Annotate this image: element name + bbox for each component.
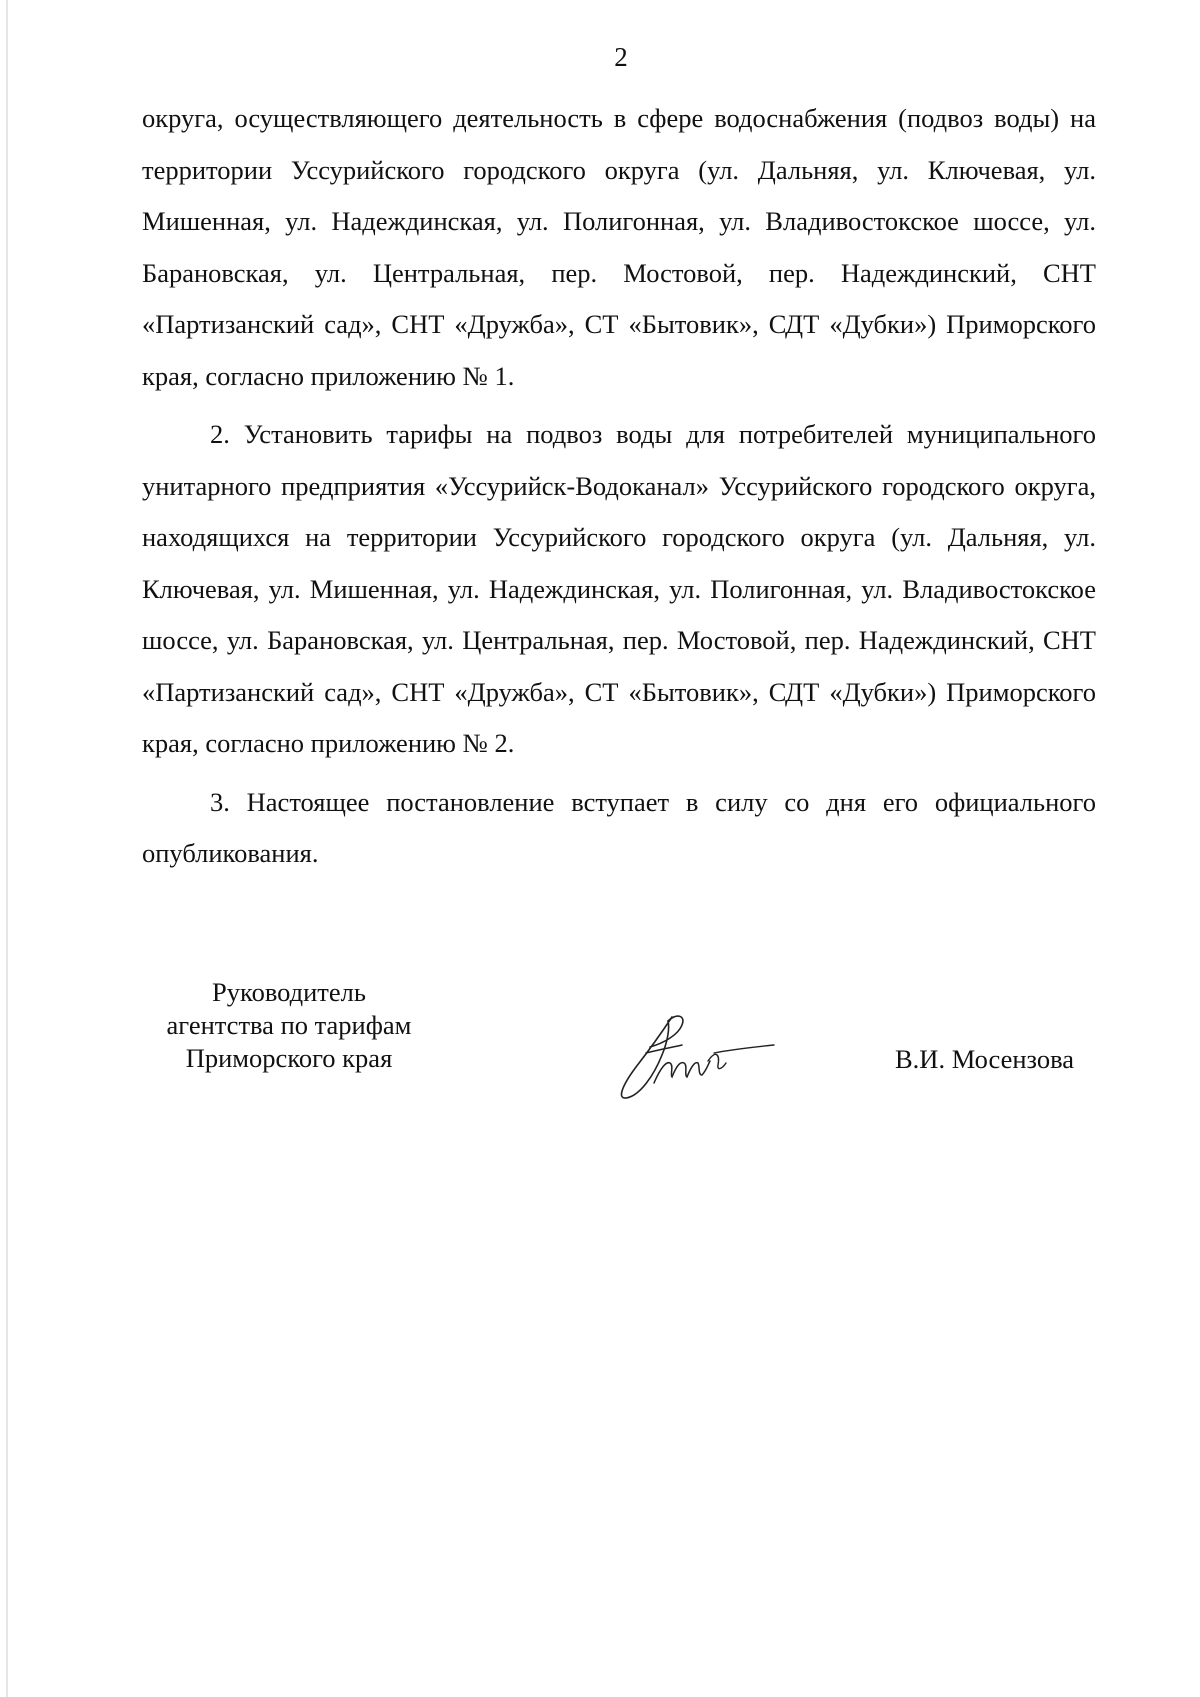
signer-position-line: Руководитель: [212, 977, 366, 1007]
paragraph-item-2: 2. Установить тарифы на подвоз воды для потребителей муниципального унитарного предприятия «Уссурийск-Водоканал» Уссурийского городского округа, находящихся на территории Уссурийского городского округа (ул. Дальняя, ул. Ключевая, ул. Мишенная, ул. Надеждинская, ул. Полигонная, ул. Владивостокское шоссе, ул. Барановская, ул. Центральная, пер. Мостовой, пер. Надеждинский, СНТ «Партизанский сад», СНТ «Дружба», СТ «Бытовик», СДТ «Дубки») Приморского края, согласно приложению № 2.: [142, 419, 1096, 758]
document-body: [142, 93, 1096, 880]
paragraph-continuation: округа, осуществляющего деятельность в сфере водоснабжения (подвоз воды) на территории Уссурийского городского округа (ул. Дальняя, ул. Ключевая, ул. Мишенная, ул. Надеждинская, ул. Полигонная, ул. Владивостокское шоссе, ул. Барановская, ул. Центральная, пер. Мостовой, пер. Надеждинский, СНТ «Партизанский сад», СНТ «Дружба», СТ «Бытовик», СДТ «Дубки») Приморского края, согласно приложению № 1.: [142, 103, 1096, 391]
handwritten-signature: [610, 1005, 780, 1105]
paragraph-item-3: 3. Настоящее постановление вступает в силу со дня его официального опубликования.: [142, 786, 1096, 868]
page-number: 2: [614, 42, 628, 72]
signer-position-line: Приморского края: [185, 1043, 393, 1073]
signer-position: [139, 976, 439, 1075]
scan-edge: [6, 0, 8, 1697]
signer-name: В.И. Мосензова: [895, 1044, 1075, 1074]
signer-position-line: агентства по тарифам: [166, 1010, 412, 1040]
